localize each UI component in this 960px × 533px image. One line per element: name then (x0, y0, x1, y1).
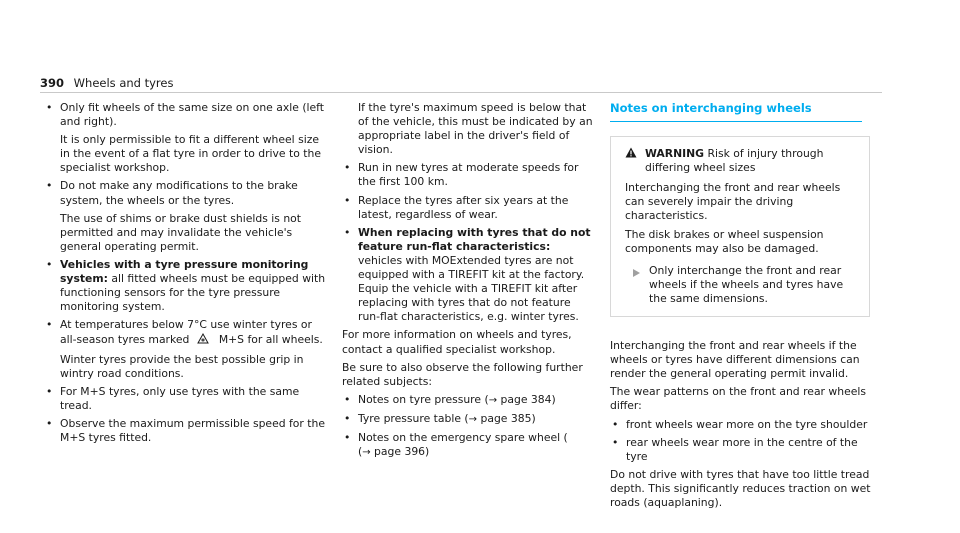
arrow-right-icon: → (468, 413, 478, 425)
paragraph: For more information on wheels and tyres, contact a qualified specialist workshop. (342, 328, 572, 356)
warning-triangle-icon (625, 147, 637, 162)
header-divider (40, 92, 882, 93)
warning-heading: WARNING Risk of injury through differing wheel sizes (621, 147, 859, 175)
paragraph: Do not drive with tyres that have too little tread depth. This significantly reduces traction on wet roads (aquaplaning). (610, 467, 871, 509)
list-item-note: It is only permissible to fit a different wheel size in the event of a flat tyre in order to drive to the specialist workshop. (60, 133, 321, 175)
warning-action: Only interchange the front and rear wheels if the wheels and tyres have the same dimensions. (625, 264, 859, 306)
list-item: • front wheels wear more on the tyre shoulder (610, 418, 872, 432)
list-item: • Do not make any modifications to the brake system, the wheels or the tyres. (44, 179, 328, 207)
list-item-note: Winter tyres provide the best possible grip in wintry road conditions. (60, 352, 304, 380)
column-middle (342, 101, 596, 464)
page-section-title: Wheels and tyres (73, 76, 174, 90)
list-item: • Replace the tyres after six years at the latest, regardless of wear. (342, 194, 596, 222)
list-item: • Run in new tyres at moderate speeds for the first 100 km. (342, 161, 596, 189)
warning-label: WARNING (645, 147, 705, 161)
cross-reference[interactable]: • Tyre pressure table (→ page 385) (342, 412, 596, 427)
paragraph: The wear patterns on the front and rear wheels differ: (610, 385, 867, 413)
list-item: • At temperatures below 7°C use winter tyres or all-season tyres marked M+S for all wheels. (44, 318, 328, 348)
warning-paragraph: The disk brakes or wheel suspension components may also be damaged. (625, 227, 824, 255)
paragraph: Interchanging the front and rear wheels if the wheels or tyres have different dimensions can render the general operating permit invalid. (610, 339, 860, 381)
arrow-right-icon: → (362, 447, 371, 459)
section-divider (610, 121, 862, 122)
list-item: • For M+S tyres, only use tyres with the same tread. (44, 385, 328, 413)
list-item: • Vehicles with a tyre pressure monitoring system: all fitted wheels must be equipped with functioning sensors for the tyre pressure monitoring system. (44, 258, 328, 314)
cross-reference[interactable]: • Notes on tyre pressure (→ page 384) (342, 393, 596, 408)
section-title: Notes on interchanging wheels (610, 101, 812, 115)
cross-reference[interactable]: • Notes on the emergency spare wheel ( (→ page 396) (342, 431, 596, 460)
page-header (40, 76, 173, 90)
list-item: • rear wheels wear more in the centre of the tyre (610, 436, 872, 464)
arrow-right-icon: → (488, 394, 498, 406)
column-left (44, 101, 328, 449)
action-triangle-icon (633, 267, 640, 281)
page-number: 390 (40, 76, 65, 90)
list-item: • When replacing with tyres that do not feature run-flat characteristics: vehicles with MOExtended tyres are not equipped with a TIREFIT kit at the factory. Equip the vehicle with a TIREFIT kit after replacing with tyres that do not feature run-flat characteristics, e.g. winter tyres. (342, 226, 596, 325)
warning-paragraph: Interchanging the front and rear wheels can severely impair the driving characteristics. (625, 181, 841, 223)
list-item: • Only fit wheels of the same size on one axle (left and right). (44, 101, 328, 129)
paragraph: Be sure to also observe the following further related subjects: (342, 360, 583, 388)
list-item-note: The use of shims or brake dust shields is not permitted and may invalidate the vehicle's general operating permit. (60, 211, 302, 253)
warning-box (610, 136, 870, 317)
snowflake-mountain-icon (197, 332, 209, 348)
list-item: • Observe the maximum permissible speed for the M+S tyres fitted. (44, 417, 328, 445)
column-right (610, 101, 872, 514)
paragraph: If the tyre's maximum speed is below that of the vehicle, this must be indicated by an appropriate label in the driver's field of vision. (358, 101, 593, 157)
